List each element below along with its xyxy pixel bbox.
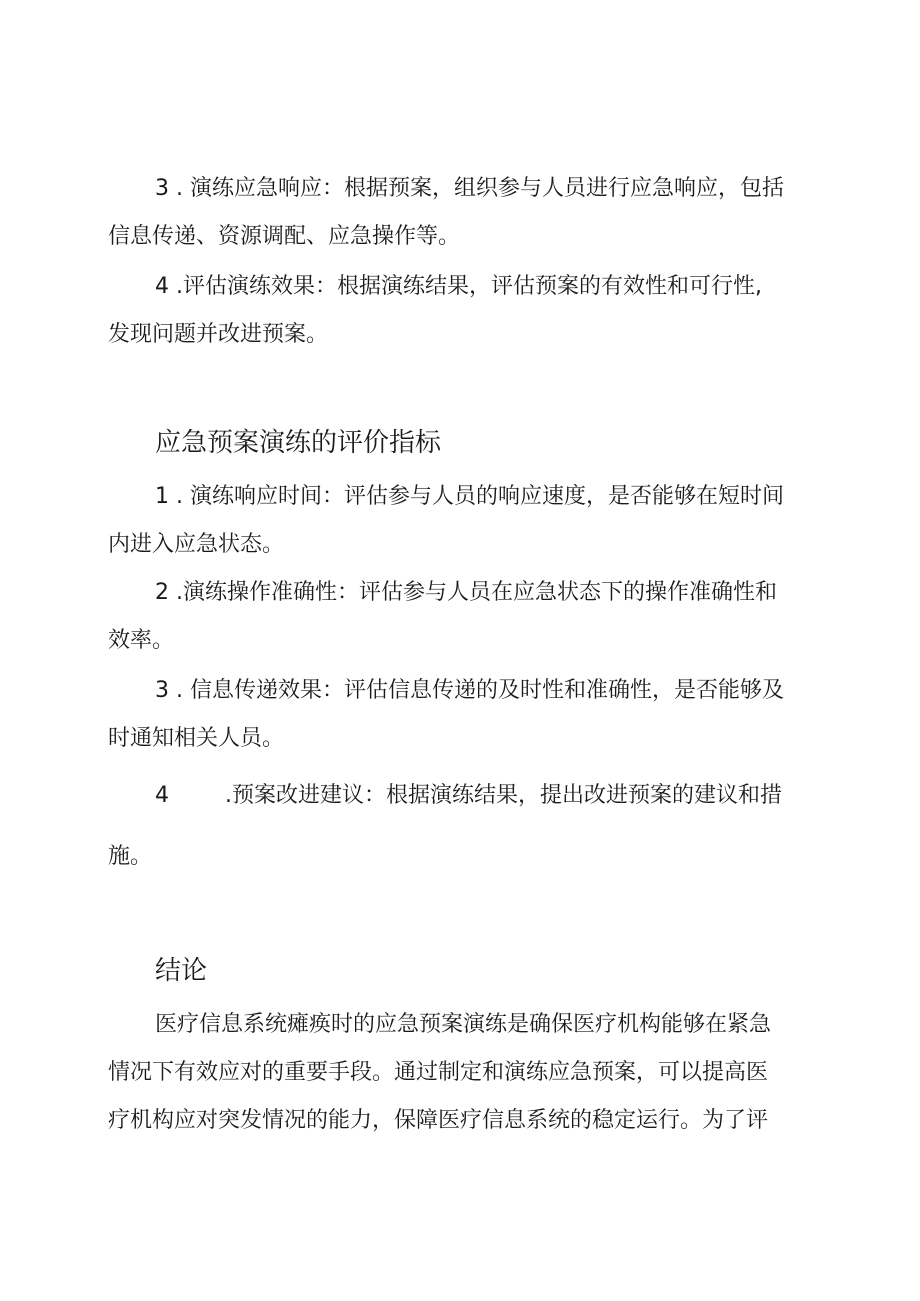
list-item-first-line: [155, 482, 784, 512]
section-heading-conclusion: 结论: [155, 956, 208, 986]
list-item-continuation: 信息传递、资源调配、应急操作等。: [108, 224, 461, 249]
list-text: . 演练应急响应：根据预案，组织参与人员进行应急响应，包括: [169, 176, 784, 201]
list-item-continuation: 时通知相关人员。: [108, 726, 285, 751]
list-number: 2: [155, 580, 169, 605]
list-number: 3: [155, 176, 169, 201]
list-text: .预案改进建议：根据演练结果，提出改进预案的建议和措: [169, 783, 782, 808]
list-item-first-line: [155, 676, 784, 706]
list-item-first-line: [155, 578, 777, 608]
paragraph-line: 疗机构应对突发情况的能力，保障医疗信息系统的稳定运行。为了评: [108, 1108, 769, 1133]
list-item-continuation: 施。: [108, 844, 153, 869]
list-item-continuation: 效率。: [108, 628, 175, 653]
list-number: 1: [155, 484, 169, 509]
list-text: . 信息传递效果：评估信息传递的及时性和准确性，是否能够及: [169, 678, 784, 703]
list-item-first-line: [155, 781, 782, 811]
list-item-first-line: [155, 272, 762, 302]
list-text: .评估演练效果：根据演练结果，评估预案的有效性和可行性,: [169, 274, 762, 299]
list-text: .演练操作准确性：评估参与人员在应急状态下的操作准确性和: [169, 580, 777, 605]
list-item-first-line: [155, 174, 784, 204]
section-heading-evaluation: 应急预案演练的评价指标: [155, 428, 442, 458]
list-number: 3: [155, 678, 169, 703]
paragraph-line: 医疗信息系统瘫痪时的应急预案演练是确保医疗机构能够在紧急: [155, 1012, 772, 1037]
list-number: 4: [155, 274, 169, 299]
paragraph-line: 情况下有效应对的重要手段。通过制定和演练应急预案，可以提高医: [108, 1060, 769, 1085]
list-number: 4: [155, 783, 169, 808]
list-text: . 演练响应时间：评估参与人员的响应速度，是否能够在短时间: [169, 484, 784, 509]
list-item-continuation: 发现问题并改进预案。: [108, 322, 329, 347]
list-item-continuation: 内进入应急状态。: [108, 532, 285, 557]
